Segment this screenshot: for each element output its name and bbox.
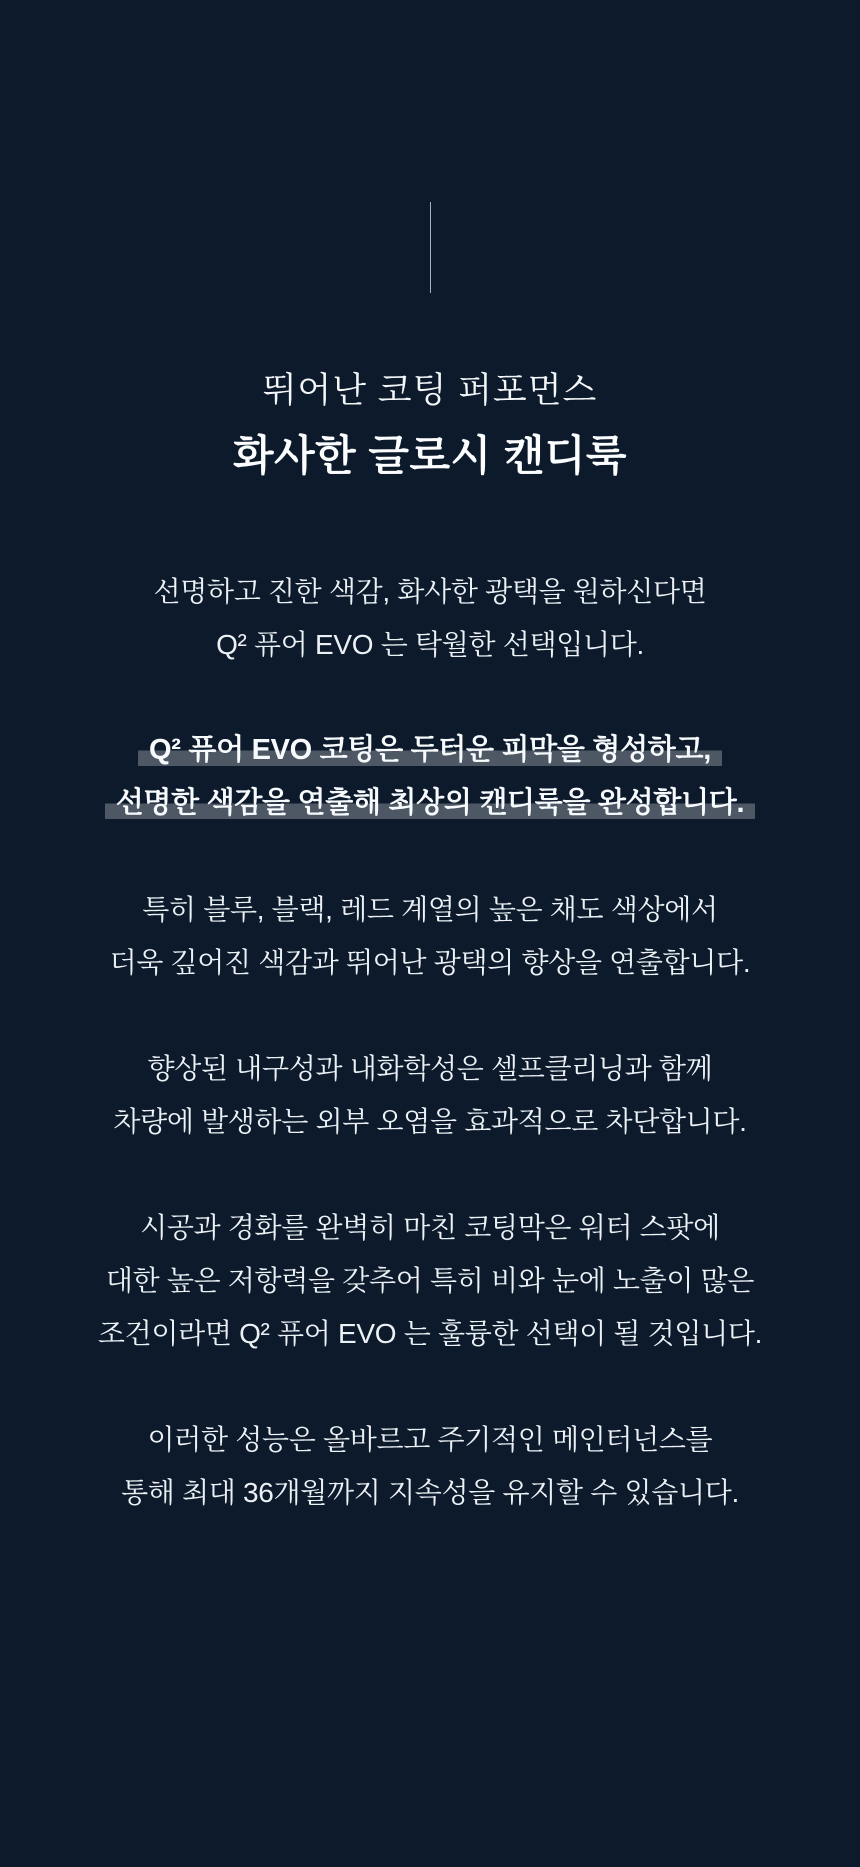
paragraph-durability-line-1: 향상된 내구성과 내화학성은 셀프클리닝과 함께	[147, 1053, 713, 1084]
section-subtitle: 뛰어난 코팅 퍼포먼스	[262, 371, 598, 410]
paragraph-highlight-line-2	[0, 777, 860, 830]
product-description-section	[0, 202, 860, 1867]
paragraph-color-depth	[0, 883, 860, 989]
paragraph-water-spot-line-3: 조건이라면 Q² 퓨어 EVO 는 훌륭한 선택이 될 것입니다.	[97, 1318, 763, 1349]
paragraph-intro-line-1: 선명하고 진한 색감, 화사한 광택을 원하신다면	[153, 576, 707, 607]
paragraph-water-spot-line-2: 대한 높은 저항력을 갖추어 특히 비와 눈에 노출이 많은	[105, 1265, 755, 1296]
section-title: 화사한 글로시 캔디룩	[233, 432, 627, 479]
paragraph-intro	[0, 565, 860, 671]
paragraph-color-depth-line-2: 더욱 깊어진 색감과 뛰어난 광택의 향상을 연출합니다.	[109, 947, 751, 978]
paragraph-maintenance-line-1: 이러한 성능은 올바르고 주기적인 메인터넌스를	[147, 1424, 713, 1455]
paragraph-maintenance-line-2: 통해 최대 36개월까지 지속성을 유지할 수 있습니다.	[121, 1477, 739, 1508]
paragraph-water-spot-line-1: 시공과 경화를 완벽히 마친 코팅막은 워터 스팟에	[140, 1212, 720, 1243]
highlighted-text: 선명한 색감을 연출해 최상의 캔디룩을 완성합니다.	[105, 787, 756, 819]
vertical-divider-line	[430, 202, 431, 293]
paragraph-durability-line-2: 차량에 발생하는 외부 오염을 효과적으로 차단합니다.	[113, 1106, 747, 1137]
paragraph-highlight	[0, 724, 860, 830]
paragraph-intro-line-2: Q² 퓨어 EVO 는 탁월한 선택입니다.	[216, 629, 644, 660]
paragraph-maintenance	[0, 1413, 860, 1519]
paragraph-durability	[0, 1042, 860, 1148]
paragraph-water-spot	[0, 1201, 860, 1360]
highlighted-text: Q² 퓨어 EVO 코팅은 두터운 피막을 형성하고,	[138, 734, 722, 766]
paragraph-highlight-line-1	[0, 724, 860, 777]
paragraph-color-depth-line-1: 특히 블루, 블랙, 레드 계열의 높은 채도 색상에서	[142, 894, 718, 925]
